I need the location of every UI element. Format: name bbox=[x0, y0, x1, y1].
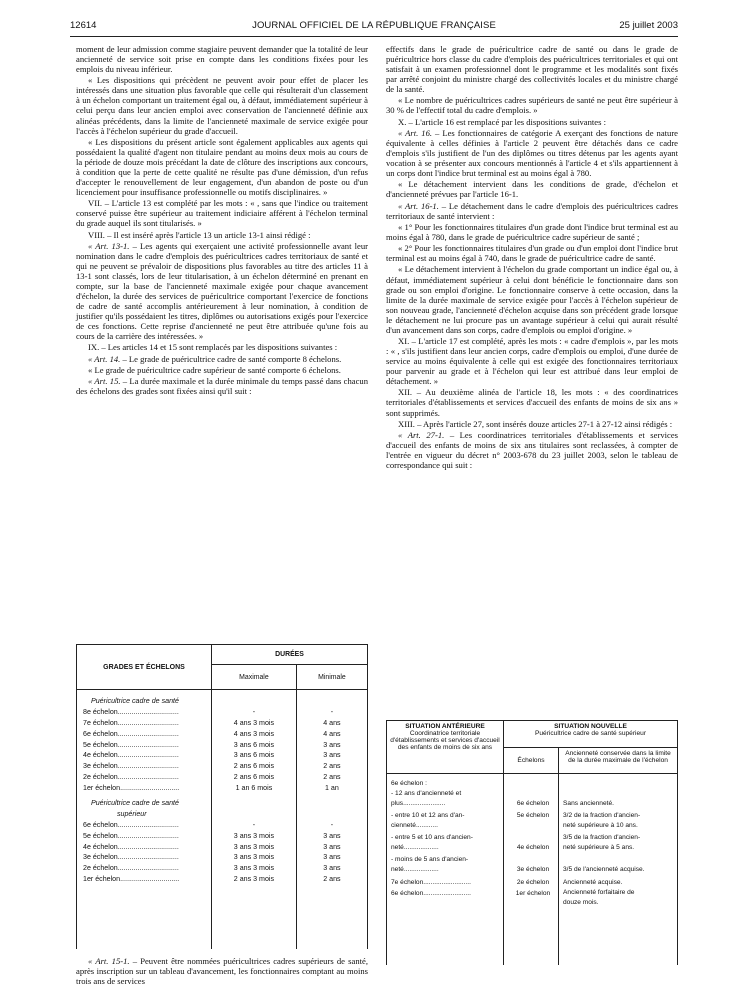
article-ref: « Art. 16-1. bbox=[398, 200, 439, 211]
table-cell: 1er échelon bbox=[515, 890, 551, 898]
article-ref: « Art. 13-1. bbox=[88, 240, 130, 251]
paragraph: effectifs dans le grade de puéricultrice cadre de santé ou dans le grade de puéricultrice hors classe du cadre d'emplois des puéricultrices territoriales et qui ont satisfait à un examen professionnel dont le programme et les modalités sont fixés par arrêté conjoint du ministre chargé des collectivités locales et du ministre chargé de la santé. bbox=[386, 44, 678, 95]
paragraph: « Le grade de puéricultrice cadre supérieur de santé comporte 6 échelons. bbox=[88, 364, 341, 375]
table-cell: 3 ans 3 mois bbox=[233, 831, 275, 840]
paragraph: VIII. – Il est inséré après l'article 13 un article 13-1 ainsi rédigé : bbox=[88, 229, 311, 240]
table-cell: 4 ans bbox=[323, 729, 341, 738]
table-cell: - 12 ans d'ancienneté et plus....................... bbox=[391, 790, 462, 808]
paragraph: « Art. 15-1. – Peuvent être nommées puéricultrices cadres supérieurs de santé, après inscription sur un tableau d'avancement, les fonctionnaires comptant au moins trois ans de services bbox=[76, 956, 368, 986]
table-cell: 4e échelon bbox=[516, 844, 550, 852]
table-cell: 2 ans 3 mois bbox=[233, 875, 275, 884]
table-cell: 2 ans bbox=[323, 773, 341, 782]
paragraph: « Art. 15. – La durée maximale et la durée minimale du temps passé dans chacun des échelons des grades sont fixées ainsi qu'il suit : bbox=[76, 376, 368, 397]
table-row-label: 3e échelon............................... bbox=[83, 853, 179, 862]
seniority-kept-cell bbox=[559, 774, 678, 965]
page-number: 12614 bbox=[70, 20, 97, 31]
paragraph: « Les dispositions qui précèdent ne peuvent avoir pour effet de placer les intéressés dans une situation plus favorable que celle qui résulterait d'un classement à un échelon comportant un traitement égal ou, à défaut, immédiatement supérieur à celui perçu dans leur ancien emploi avec conservation de l'ancienneté définie aux alinéas précédents, dans la limite de l'ancienneté maximale de service exigée pour l'accès à l'échelon supérieur du grade d'accueil. bbox=[76, 75, 368, 136]
grades-cell bbox=[77, 690, 212, 950]
table-cell: - bbox=[330, 707, 334, 716]
table-cell: 2 ans bbox=[323, 875, 341, 884]
table-row-label: 3e échelon............................... bbox=[83, 762, 179, 771]
paragraph: « Art. 27-1. – Les coordinatrices territoriales d'établissements et services d'accueil des enfants de moins de six ans titulaires sont reclassées, à compter de l'entrée en vigueur du décret n° 2003-678 du 23 juillet 2003, selon le tableau de correspondance qui suit : bbox=[386, 429, 678, 471]
col-header-anterieure: SITUATION ANTÉRIEURE Coordinatrice territoriale d'établissements et services d'accueil des enfants de moins de six ans bbox=[387, 721, 504, 774]
table-cell: 2 ans 6 mois bbox=[233, 773, 275, 782]
previous-situation-cell bbox=[387, 774, 504, 965]
table-cell: 3e échelon bbox=[516, 866, 550, 874]
article-ref: « Art. 15-1. bbox=[88, 956, 130, 966]
col-header-max: Maximale bbox=[212, 665, 297, 690]
table-row-label: 1er échelon.............................. bbox=[83, 784, 180, 793]
table-cell: 3/5 de la fraction d'ancien- neté supérieure à 5 ans. bbox=[563, 834, 641, 852]
max-duration-cell bbox=[212, 690, 297, 950]
table-cell: 3 ans 6 mois bbox=[233, 751, 275, 760]
col-header-echelons: Échelons bbox=[504, 747, 559, 774]
table-cell: 6e échelon : bbox=[391, 780, 427, 788]
table-row-label: 4e échelon............................... bbox=[83, 842, 179, 851]
paragraph: XIII. – Après l'article 27, sont insérés douze articles 27-1 à 27-12 ainsi rédigés : bbox=[398, 418, 673, 429]
section-label: Puéricultrice cadre de santé bbox=[91, 697, 179, 705]
table-cell: - entre 10 et 12 ans d'an- cienneté............ bbox=[391, 812, 465, 830]
table-cell: - bbox=[252, 820, 256, 829]
table-cell: - bbox=[252, 707, 256, 716]
paragraph: « 2° Pour les fonctionnaires titulaires d'un grade ou d'un emploi dont l'indice brut terminal est au moins égal à 740, dans le grade de puéricultrice cadre de santé. bbox=[386, 243, 678, 264]
paragraph: VII. – L'article 13 est complété par les mots : « , sans que l'indice ou traitement conservé puisse être supérieur au traitement indiciaire afférent à l'échelon terminal du grade auquel ils sont titularisés. » bbox=[76, 198, 368, 229]
paragraph: « Art. 16. – Les fonctionnaires de catégorie A exerçant des fonctions de nature équivalente à celles définies à l'article 2 peuvent être détachés dans ce cadre d'emplois s'ils justifient de l'un des diplômes ou titres détenus par les agents ayant vocation à se présenter aux concours mentionnés à l'article 4 et s'ils appartiennent à un corps dont l'indice brut terminal est au moins égal à 780. bbox=[386, 127, 679, 179]
paragraph: « 1° Pour les fonctionnaires titulaires d'un grade dont l'indice brut terminal est au moins égal à 780, dans le grade de puéricultrice cadre supérieur de santé ; bbox=[386, 221, 678, 242]
reclassification-table bbox=[386, 720, 678, 965]
journal-title: JOURNAL OFFICIEL DE LA RÉPUBLIQUE FRANÇAISE bbox=[252, 20, 496, 31]
left-column bbox=[76, 44, 368, 397]
table-cell: 3 ans 3 mois bbox=[233, 864, 275, 873]
col-header-anciennete: Ancienneté conservée dans la limite de la durée maximale de l'échelon bbox=[559, 747, 678, 774]
col-header-nouvelle: SITUATION NOUVELLE Puéricultrice cadre de santé supérieur bbox=[504, 721, 678, 748]
table-cell: Sans ancienneté. bbox=[563, 800, 614, 808]
page-header bbox=[70, 20, 678, 34]
article-ref: « Art. 27-1. bbox=[398, 429, 445, 440]
table-cell: - moins de 5 ans d'ancien- neté................... bbox=[391, 856, 469, 874]
table-cell: 4 ans 3 mois bbox=[233, 718, 275, 727]
paragraph: IX. – Les articles 14 et 15 sont remplacés par les dispositions suivantes : bbox=[88, 342, 338, 353]
paragraph: « Le nombre de puéricultrices cadres supérieurs de santé ne peut être supérieur à 30 % de l'effectif total du cadre d'emplois. » bbox=[386, 95, 678, 116]
table-row-label: 2e échelon............................... bbox=[83, 773, 179, 782]
table-cell: 3 ans bbox=[323, 864, 341, 873]
table-cell: 3 ans 3 mois bbox=[233, 853, 275, 862]
table-cell: - entre 5 et 10 ans d'ancien- neté................... bbox=[391, 834, 473, 852]
right-column bbox=[386, 44, 678, 471]
paragraph: « Art. 13-1. – Les agents qui exerçaient une activité professionnelle avant leur nomination dans le cadre d'emplois des puéricultrices cadres territoriaux de santé et qui ne peuvent se prévaloir de dispositions plus favorables au titre des articles 11 à 13-1 sont classés, lors de leur titularisation, à un échelon déterminé en prenant en compte, sur la base de l'ancienneté maximale exigée pour chaque avancement d'échelon, la durée des services de puéricultrice comportant l'exercice de fonctions de cadre de santé accomplis antérieurement à leur nomination, à condition de justifier qu'ils possédaient les titres, diplômes ou autorisations exigés pour l'exercice de ces fonctions. Cette reprise d'ancienneté ne peut être attribuée qu'une fois au cours de la carrière des intéressées. » bbox=[76, 240, 368, 342]
table-row-label: 1er échelon.............................. bbox=[83, 875, 180, 884]
table-cell: 3 ans 6 mois bbox=[233, 740, 275, 749]
section-label: Puéricultrice cadre de santé bbox=[91, 799, 179, 808]
table-cell: - bbox=[330, 820, 334, 829]
table-cell: 3 ans bbox=[323, 831, 341, 840]
table-cell: 3 ans 3 mois bbox=[233, 842, 275, 851]
paragraph: XII. – Au deuxième alinéa de l'article 18, les mots : « des coordinatrices territoriales d'établissements et services d'accueil des enfants de moins de six ans » sont supprimés. bbox=[386, 387, 678, 418]
table-cell: 6e échelon.......................... bbox=[391, 890, 471, 898]
col-header-grades: GRADES ET ÉCHELONS bbox=[77, 645, 212, 690]
table-cell: 4 ans 3 mois bbox=[233, 729, 275, 738]
table-cell: 3/5 de l'ancienneté acquise. bbox=[563, 866, 645, 874]
table-cell: 2 ans 6 mois bbox=[233, 762, 275, 771]
new-echelon-cell bbox=[504, 774, 559, 965]
table-cell: 7e échelon.......................... bbox=[391, 879, 471, 887]
paragraph: « Art. 14. – Le grade de puéricultrice cadre de santé comporte 8 échelons. bbox=[88, 353, 342, 364]
table-cell: 1 an 6 mois bbox=[235, 784, 273, 793]
table-cell: 6e échelon bbox=[516, 800, 550, 808]
article-ref: « Art. 15. bbox=[88, 376, 121, 387]
table-cell: 3 ans bbox=[323, 740, 341, 749]
table-cell: 4 ans bbox=[323, 718, 341, 727]
table-row-label: 7e échelon............................... bbox=[83, 718, 179, 727]
paragraph: X. – L'article 16 est remplacé par les dispositions suivantes : bbox=[398, 116, 606, 127]
paragraph: « Les dispositions du présent article sont également applicables aux agents qui possédaient la qualité d'agent non titulaire pendant au moins deux mois au cours de la période de douze mois précédant la date de clôture des inscriptions aux concours, à condition que la perte de cette qualité ne résulte pas d'une démission, d'un refus d'accepter le renouvellement de leur engagement, d'un abandon de poste ou d'un licenciement pour insuffisance professionnelle ou motifs disciplinaires. » bbox=[76, 136, 368, 198]
left-column-end bbox=[76, 956, 368, 986]
section-label: supérieur bbox=[117, 809, 147, 818]
header-rule bbox=[70, 36, 678, 37]
col-header-durees: DURÉES bbox=[212, 645, 368, 665]
table-cell: 3 ans bbox=[323, 751, 341, 760]
table-row-label: 5e échelon............................... bbox=[83, 740, 179, 749]
table-row-label: 6e échelon............................... bbox=[83, 820, 179, 829]
article-ref: « Art. 14. bbox=[88, 353, 121, 364]
col-header-min: Minimale bbox=[296, 665, 367, 690]
table-row-label: 4e échelon............................... bbox=[83, 751, 179, 760]
table-row-label: 6e échelon............................... bbox=[83, 729, 179, 738]
table-row-label: 8e échelon............................... bbox=[83, 707, 179, 716]
table-cell: 2e échelon bbox=[516, 879, 550, 887]
issue-date: 25 juillet 2003 bbox=[619, 20, 678, 31]
table-cell: 1 an bbox=[325, 784, 339, 793]
paragraph: XI. – L'article 17 est complété, après les mots : « cadre d'emplois », par les mots : « , s'ils justifient dans leur ancien corps, cadre d'emplois ou emploi, d'une durée de service au moins équivalente à celle qui est exigée des fonctionnaires territoriaux pour parvenir au grade et à l'échelon qui leur est attribué dans leur emploi de détachement. » bbox=[386, 336, 678, 387]
table-cell: 3 ans bbox=[323, 853, 341, 862]
paragraph: moment de leur admission comme stagiaire peuvent demander que la totalité de leur ancienneté de service soit prise en compte dans les conditions fixées pour les emplois du niveau inférieur. bbox=[76, 44, 368, 75]
table-cell: 3/2 de la fraction d'ancien- neté supérieure à 10 ans. bbox=[563, 812, 641, 830]
min-duration-cell bbox=[296, 690, 367, 950]
table-cell: Ancienneté acquise. bbox=[563, 879, 623, 887]
table-row-label: 5e échelon............................... bbox=[83, 831, 179, 840]
table-cell: 3 ans bbox=[323, 842, 341, 851]
table-cell: 2 ans bbox=[323, 762, 341, 771]
table-cell: 5e échelon bbox=[516, 812, 550, 820]
article-ref: « Art. 16. bbox=[398, 127, 433, 138]
table-row-label: 2e échelon............................... bbox=[83, 864, 179, 873]
paragraph: « Le détachement intervient dans les conditions de grade, d'échelon et d'ancienneté prévues par l'article 16-1. bbox=[386, 179, 678, 200]
table-cell: Ancienneté forfaitaire de douze mois. bbox=[563, 889, 635, 907]
durations-table bbox=[76, 644, 368, 949]
paragraph: « Le détachement intervient à l'échelon du grade comportant un indice égal ou, à défaut, immédiatement supérieur à celui dont bénéficie le fonctionnaire dans son grade ou son emploi d'origine. Le fonctionnaire conserve à cette occasion, dans la limite de la durée maximale de service exigée pour l'accès à l'échelon supérieur de son nouveau grade, l'ancienneté d'échelon acquise dans son précédent grade lorsque le détachement ne lui procure pas un avantage supérieur à celui qui aurait résulté d'un avancement dans son corps, cadre d'emplois ou emploi d'origine. » bbox=[386, 264, 678, 335]
paragraph: « Art. 16-1. – Le détachement dans le cadre d'emplois des puéricultrices cadres territoriaux de santé intervient : bbox=[386, 200, 678, 221]
